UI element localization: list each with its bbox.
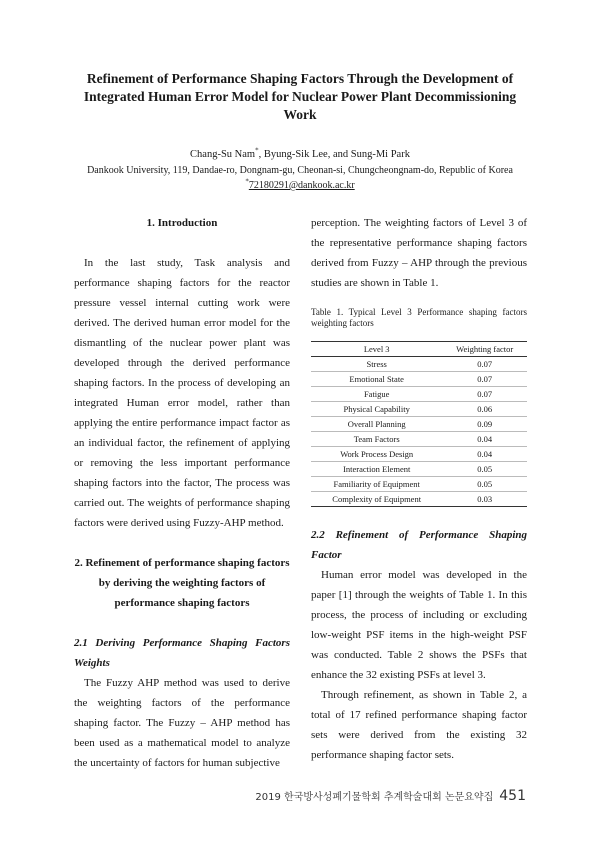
row-psf: Emotional State xyxy=(349,374,404,384)
section-2-1-heading: 2.1 Deriving Performance Shaping Factors Weights xyxy=(74,637,290,669)
table-row xyxy=(311,492,527,507)
row-weight: 0.03 xyxy=(477,494,493,504)
author-first: Chang-Su Nam xyxy=(190,149,256,160)
left-column xyxy=(74,213,290,773)
email-line xyxy=(60,179,540,193)
row-weight: 0.04 xyxy=(477,434,493,444)
table-row xyxy=(311,387,527,402)
table-header-row xyxy=(311,342,527,357)
section-2-heading: 2. Refinement of performance shaping factors by deriving the weighting factors of performance shaping factors xyxy=(74,557,290,609)
email-link[interactable]: 72180291@dankook.ac.kr xyxy=(248,180,355,191)
conference-name: 2019 한국방사성폐기물학회 추계학술대회 논문요약집 xyxy=(255,792,494,803)
corresponding-mark: * xyxy=(255,146,259,155)
row-psf: Team Factors xyxy=(353,434,400,444)
section-1-paragraph: In the last study, Task analysis and performance shaping factors for the reactor pressure vessel internal cutting work were derived. The derived human error model for the dismantling of the nuclear power plant was developed through the derived performance shaping factors. In the process of developing an integrated Human error model, rather than applying the entire performance impact factor as an individual factor, the refinement of applying or removing the less important performance shaping factors into the factor, The process was carried out. The weights of performance shaping factors were derived using Fuzzy-AHP method. xyxy=(74,257,290,529)
row-psf: Fatigue xyxy=(363,389,390,399)
table-row xyxy=(311,372,527,387)
row-weight: 0.09 xyxy=(477,419,493,429)
table-row xyxy=(311,462,527,477)
row-psf: Overall Planning xyxy=(347,419,406,429)
table-row xyxy=(311,417,527,432)
row-psf: Complexity of Equipment xyxy=(332,494,422,504)
row-weight: 0.05 xyxy=(477,464,493,474)
section-2-1-paragraph: The Fuzzy AHP method was used to derive the weighting factors of the performance shaping factor. The Fuzzy – AHP method has been used as a mathematical model to analyze the uncertainty of factors for human subjective xyxy=(74,677,290,769)
row-weight: 0.07 xyxy=(477,359,493,369)
table-row xyxy=(311,477,527,492)
table-1 xyxy=(311,341,527,507)
paper-title xyxy=(60,70,540,124)
right-column xyxy=(311,213,527,765)
table-1-caption: Table 1. Typical Level 3 Performance shaping factors weighting factors xyxy=(311,307,527,328)
author-rest: , Byung-Sik Lee, and Sung-Mi Park xyxy=(258,149,410,160)
table-row xyxy=(311,432,527,447)
header-level-3: Level 3 xyxy=(363,344,390,354)
row-weight: 0.06 xyxy=(477,404,493,414)
row-weight: 0.04 xyxy=(477,449,493,459)
row-psf: Physical Capability xyxy=(343,404,410,414)
row-psf: Familiarity of Equipment xyxy=(333,479,420,489)
author-list xyxy=(60,148,540,162)
row-psf: Work Process Design xyxy=(340,449,414,459)
row-weight: 0.05 xyxy=(477,479,493,489)
row-weight: 0.07 xyxy=(477,389,493,399)
page-number: 451 xyxy=(499,788,526,804)
section-1-heading: 1. Introduction xyxy=(146,217,218,229)
row-weight: 0.07 xyxy=(477,374,493,384)
email-mark: * xyxy=(245,177,249,186)
table-row xyxy=(311,402,527,417)
section-2-2-paragraph-1: Human error model was developed in the paper [1] through the weights of Table 1. In this process, the process of including or excluding low-weight PSF items in the high-weight PSF was conducted. Table 2 shows the PSFs that enhance the 32 existing PSFs at level 3. xyxy=(311,569,527,681)
section-2-2-heading: 2.2 Refinement of Performance Shaping Factor xyxy=(311,529,527,561)
page-footer xyxy=(255,788,526,804)
title-line-1: Refinement of Performance Shaping Factors Through the Development of xyxy=(86,71,514,86)
title-line-2: Integrated Human Error Model for Nuclear Power Plant Decommissioning xyxy=(83,89,517,104)
section-2-2-paragraph-2: Through refinement, as shown in Table 2, a total of 17 refined performance shaping factor sets were derived from the existing 32 performance shaping factor sets. xyxy=(311,689,527,761)
header-weighting-factor: Weighting factor xyxy=(456,344,514,354)
affiliation: Dankook University, 119, Dandae-ro, Dongnam-gu, Cheonan-si, Chungcheongnam-do, Republic of Korea xyxy=(87,165,513,176)
title-line-3: Work xyxy=(283,107,317,122)
table-row xyxy=(311,357,527,372)
continued-paragraph: perception. The weighting factors of Level 3 of the representative performance shaping factors derived from Fuzzy – AHP through the previous studies are shown in Table 1. xyxy=(311,217,527,289)
row-psf: Stress xyxy=(366,359,387,369)
table-row xyxy=(311,447,527,462)
row-psf: Interaction Element xyxy=(343,464,411,474)
